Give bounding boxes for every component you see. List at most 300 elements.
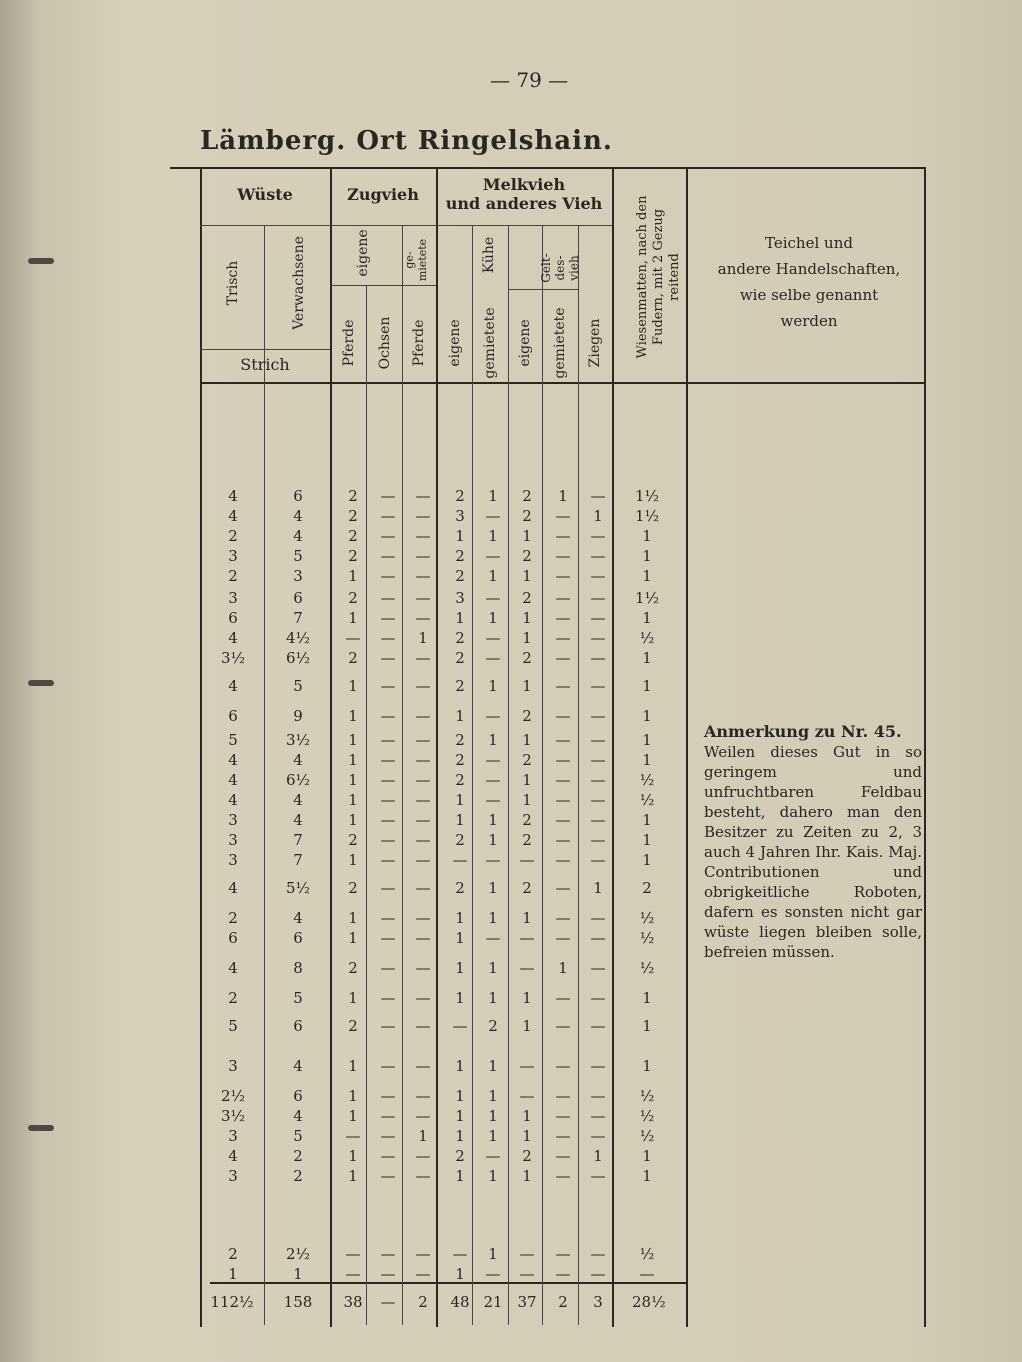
table-cell: 3 [228,589,238,607]
header-eigene-kuehe: eigene [447,319,463,367]
table-cell: — [519,851,535,869]
table-cell: 1 [642,731,652,749]
table-cell: ½ [639,959,655,977]
table-cell: — [590,1017,606,1035]
table-cell: 1 [488,831,498,849]
table-cell: — [555,751,571,769]
table-cell: 1 [455,959,465,977]
table-cell: 2 [455,771,465,789]
header-ziegen: Ziegen [587,318,603,368]
table-cell: 1 [642,547,652,565]
header-kuehe: Kühe [481,236,497,274]
table-cell: — [380,1265,396,1283]
column-rule [578,225,579,1325]
table-cell: — [380,677,396,695]
table-cell: — [590,1167,606,1185]
table-cell: 1 [522,567,532,585]
table-cell: — [380,909,396,927]
table-top-rule [170,167,926,169]
table-cell: 1 [455,1127,465,1145]
column-rule [508,225,509,1325]
table-cell: — [415,879,431,897]
table-cell: — [555,527,571,545]
table-cell: 7 [293,831,303,849]
table-cell: 2 [522,879,532,897]
table-cell: 1 [522,989,532,1007]
table-cell: 1 [642,831,652,849]
table-cell: 2 [455,731,465,749]
table-cell: 1 [488,811,498,829]
header-pferde-gemietet: Pferde [411,319,427,367]
table-cell: 1½ [634,589,660,607]
table-cell: — [555,649,571,667]
table-cell: — [590,959,606,977]
table-cell: — [485,507,501,525]
table-cell: — [519,959,535,977]
table-cell: ½ [639,1087,655,1105]
table-cell: 2 [348,831,358,849]
table-cell: 2 [293,1167,303,1185]
table-cell: — [415,1017,431,1035]
table-cell: — [590,567,606,585]
table-cell: 3 [228,1167,238,1185]
table-cell: — [415,731,431,749]
table-cell: — [415,547,431,565]
table-cell: — [485,1265,501,1283]
table-cell: — [590,929,606,947]
binding-stitch [28,680,54,686]
table-cell: 2 [228,527,238,545]
table-cell: — [485,589,501,607]
table-cell: — [555,1147,571,1165]
binding-stitch [28,258,54,264]
table-cell: 1 [488,609,498,627]
table-cell: — [380,1127,396,1145]
table-cell: — [380,959,396,977]
table-cell: — [590,487,606,505]
table-cell: — [590,589,606,607]
table-cell: 1 [488,1057,498,1075]
table-cell: 1 [642,677,652,695]
table-cell: — [415,1107,431,1125]
header-strich: Strich [240,355,290,374]
table-cell: ½ [639,771,655,789]
table-cell: — [590,609,606,627]
total-cell: 158 [283,1293,313,1311]
table-cell: 1 [488,567,498,585]
table-cell: 3 [228,1057,238,1075]
table-cell: 1 [488,677,498,695]
table-cell: 1 [455,527,465,545]
header-pferde: Pferde [341,319,357,367]
table-cell: — [555,589,571,607]
table-cell: 2 [348,959,358,977]
table-cell: — [590,1107,606,1125]
table-cell: — [555,929,571,947]
table-cell: 2 [455,629,465,647]
table-cell: 2 [455,487,465,505]
table-cell: 6½ [285,649,311,667]
table-cell: — [415,527,431,545]
table-cell: 1 [522,909,532,927]
table-cell: 1 [642,1057,652,1075]
table-cell: ½ [639,1107,655,1125]
table-cell: — [590,1057,606,1075]
table-cell: ½ [639,1245,655,1263]
header-trisch: Trisch [225,260,241,306]
header-rule [436,225,612,226]
table-cell: 1 [348,771,358,789]
table-cell: 2 [522,831,532,849]
table-cell: 2 [455,831,465,849]
table-cell: — [452,1245,468,1263]
table-cell: — [380,811,396,829]
table-cell: 1 [348,909,358,927]
table-cell: — [380,567,396,585]
table-cell: 1 [455,1087,465,1105]
note-body: Weilen dieses Gut in so geringem und unfruchtbaren Feldbau besteht, dahero man den Besitzer zu Zeiten zu 2, 3 auch 4 Jahren Ihr. Kais. Maj. Contributionen und obrigkeitliche Roboten, dafern es sonsten nicht gar wüste liegen bleiben solle, befreien müssen. [704,743,922,961]
table-cell: 6 [228,929,238,947]
table-cell: 4 [293,1057,303,1075]
table-cell: — [380,731,396,749]
table-cell: 1 [642,567,652,585]
table-cell: 4 [293,507,303,525]
table-cell: 3½ [285,731,311,749]
table-cell: 1 [642,609,652,627]
table-cell: 7 [293,609,303,627]
table-cell: 8 [293,959,303,977]
table-cell: — [519,1265,535,1283]
table-cell: 1 [455,1107,465,1125]
table-cell: — [345,1245,361,1263]
table-cell: — [415,567,431,585]
table-cell: 1 [348,1147,358,1165]
table-cell: 2 [348,547,358,565]
table-cell: 4 [228,771,238,789]
table-cell: — [415,507,431,525]
page-number: — 79 — [490,68,569,92]
table-cell: — [485,629,501,647]
table-cell: — [485,751,501,769]
table-cell: — [590,731,606,749]
table-cell: — [555,1265,571,1283]
table-cell: 2 [348,487,358,505]
table-cell: — [380,1057,396,1075]
table-cell: 1 [593,1147,603,1165]
table-cell: 2 [522,707,532,725]
table-cell: 1 [348,811,358,829]
total-cell: 38 [343,1293,363,1311]
table-cell: ½ [639,1127,655,1145]
total-cell: 2 [558,1293,568,1311]
table-cell: 4 [228,751,238,769]
table-cell: — [380,791,396,809]
table-cell: 3 [228,811,238,829]
table-cell: — [380,589,396,607]
table-cell: 2 [488,1017,498,1035]
table-cell: 2 [455,567,465,585]
table-cell: 1 [488,1245,498,1263]
table-cell: — [415,1167,431,1185]
table-cell: 1 [455,811,465,829]
table-cell: — [380,771,396,789]
table-cell: 1 [455,791,465,809]
table-cell: 1 [522,1017,532,1035]
table-cell: — [555,811,571,829]
table-cell: — [485,851,501,869]
table-cell: — [380,1017,396,1035]
table-cell: — [380,1167,396,1185]
table-cell: 3 [228,831,238,849]
table-cell: — [380,751,396,769]
table-cell: 4 [228,1147,238,1165]
column-rule [542,225,543,1325]
table-cell: 2 [293,1147,303,1165]
table-cell: — [380,1087,396,1105]
table-cell: — [380,879,396,897]
table-cell: 2 [228,909,238,927]
table-cell: 2 [522,811,532,829]
table-cell: — [485,649,501,667]
header-gemietete-geltvieh: gemietete [552,307,568,379]
table-cell: — [415,1087,431,1105]
table-cell: — [555,567,571,585]
table-cell: 4 [293,791,303,809]
table-cell: 1 [642,1167,652,1185]
table-cell: 1 [348,1167,358,1185]
table-cell: — [590,751,606,769]
header-zugvieh: Zugvieh [347,185,419,204]
table-cell: — [519,1087,535,1105]
header-rule [200,225,330,226]
table-cell: — [590,831,606,849]
table-cell: 4 [293,527,303,545]
table-cell: 3½ [220,1107,246,1125]
table-cell: 1 [642,851,652,869]
table-cell: 4 [228,507,238,525]
table-cell: 6 [293,589,303,607]
table-cell: — [380,1147,396,1165]
table-cell: 1 [228,1265,238,1283]
table-cell: 1 [488,1127,498,1145]
table-cell: 3½ [220,649,246,667]
table-cell: — [555,909,571,927]
table-cell: 1 [348,731,358,749]
table-cell: — [590,989,606,1007]
header-wueste: Wüste [237,185,293,204]
table-cell: — [590,1087,606,1105]
table-cell: — [639,1265,655,1283]
table-cell: 2 [455,1147,465,1165]
column-rule [686,167,688,1327]
table-cell: — [555,1107,571,1125]
table-cell: 1 [593,507,603,525]
table-cell: — [415,1265,431,1283]
table-cell: — [415,959,431,977]
table-cell: 2 [455,547,465,565]
table-cell: 1 [522,1167,532,1185]
table-cell: ½ [639,929,655,947]
table-cell: 1 [455,929,465,947]
table-cell: — [380,507,396,525]
table-cell: — [380,487,396,505]
table-cell: — [415,989,431,1007]
table-cell: — [485,771,501,789]
table-cell: 1 [642,1147,652,1165]
table-cell: 1 [418,1127,428,1145]
table-cell: — [380,1107,396,1125]
table-cell: — [555,507,571,525]
column-rule [264,225,265,1325]
table-cell: — [590,851,606,869]
table-cell: — [555,1087,571,1105]
table-cell: 2 [522,1147,532,1165]
table-cell: — [415,649,431,667]
table-cell: 1 [488,959,498,977]
table-cell: — [555,731,571,749]
table-cell: 6 [293,1087,303,1105]
table-cell: 2 [522,751,532,769]
total-cell: 112½ [210,1293,254,1311]
table-cell: 1 [293,1265,303,1283]
table-cell: 1 [642,649,652,667]
table-cell: — [380,649,396,667]
table-cell: 1 [455,989,465,1007]
table-cell: 3 [455,507,465,525]
table-cell: 6 [293,1017,303,1035]
table-cell: 1 [522,771,532,789]
table-cell: 2 [348,589,358,607]
table-cell: 2 [455,751,465,769]
table-cell: — [485,547,501,565]
total-cell: — [380,1293,396,1311]
table-cell: 5 [293,677,303,695]
table-cell: — [380,929,396,947]
table-cell: 1 [488,527,498,545]
table-cell: — [555,629,571,647]
table-cell: 2 [228,567,238,585]
table-cell: — [485,929,501,947]
table-cell: — [555,609,571,627]
table-cell: 2 [522,649,532,667]
table-cell: 1 [488,731,498,749]
table-cell: — [380,831,396,849]
table-cell: 4 [228,791,238,809]
note-title: Anmerkung zu Nr. 45. [704,722,902,741]
table-cell: 2½ [220,1087,246,1105]
table-cell: — [380,851,396,869]
header-verwachsene: Verwachsene [291,236,307,330]
table-cell: — [485,1147,501,1165]
table-cell: 4 [293,909,303,927]
table-cell: 2 [522,507,532,525]
table-cell: — [452,851,468,869]
header-eigene-geltvieh: eigene [517,319,533,367]
table-cell: 1 [522,629,532,647]
total-cell: 28½ [632,1293,666,1311]
header-rule [330,225,436,226]
table-cell: 6½ [285,771,311,789]
table-cell: 1 [593,879,603,897]
table-cell: — [380,707,396,725]
table-cell: 2 [348,1017,358,1035]
table-cell: 1 [642,751,652,769]
table-cell: — [555,771,571,789]
table-cell: 6 [293,929,303,947]
table-cell: — [380,609,396,627]
table-cell: 4 [228,959,238,977]
table-cell: — [345,629,361,647]
table-cell: 1 [348,609,358,627]
column-rule [330,167,332,1327]
table-cell: — [380,989,396,1007]
table-cell: — [590,547,606,565]
table-cell: 1 [348,1057,358,1075]
table-cell: 4 [228,487,238,505]
table-cell: — [590,791,606,809]
column-rule [924,167,926,1327]
table-cell: 1 [455,1057,465,1075]
table-cell: — [555,547,571,565]
table-cell: — [555,879,571,897]
header-rule [200,349,330,350]
table-cell: — [555,791,571,809]
header-ochsen: Ochsen [377,316,393,370]
table-cell: 1 [522,1127,532,1145]
table-cell: — [590,811,606,829]
table-cell: 1 [522,1107,532,1125]
table-cell: — [519,929,535,947]
table-cell: — [415,1057,431,1075]
table-cell: 1 [642,1017,652,1035]
table-cell: 1 [522,527,532,545]
table-cell: 6 [293,487,303,505]
table-cell: 5 [293,989,303,1007]
table-cell: — [380,547,396,565]
table-cell: 1 [642,707,652,725]
table-cell: 1 [558,487,568,505]
table-cell: 5 [228,731,238,749]
annotation-note [704,722,922,962]
page-title: Lämberg. Ort Ringelshain. [200,126,613,156]
table-cell: — [380,629,396,647]
table-cell: — [415,1147,431,1165]
table-cell: 1 [522,791,532,809]
table-cell: 5 [293,547,303,565]
table-cell: — [415,851,431,869]
table-cell: — [590,629,606,647]
table-cell: — [590,771,606,789]
total-cell: 21 [483,1293,503,1311]
header-gemietete: ge- mietete [403,238,429,282]
table-cell: 1 [455,1167,465,1185]
table-cell: 1 [488,879,498,897]
table-cell: 2 [455,649,465,667]
table-cell: — [555,851,571,869]
table-cell: 3 [455,589,465,607]
table-cell: — [415,609,431,627]
table-cell: — [590,527,606,545]
table-cell: 1 [488,989,498,1007]
table-cell: — [415,1245,431,1263]
table-cell: 2 [522,589,532,607]
table-cell: 1 [642,527,652,545]
table-cell: 3 [228,851,238,869]
table-cell: 1 [348,989,358,1007]
table-cell: 1 [488,1107,498,1125]
table-cell: 1 [348,851,358,869]
table-cell: 1 [642,989,652,1007]
